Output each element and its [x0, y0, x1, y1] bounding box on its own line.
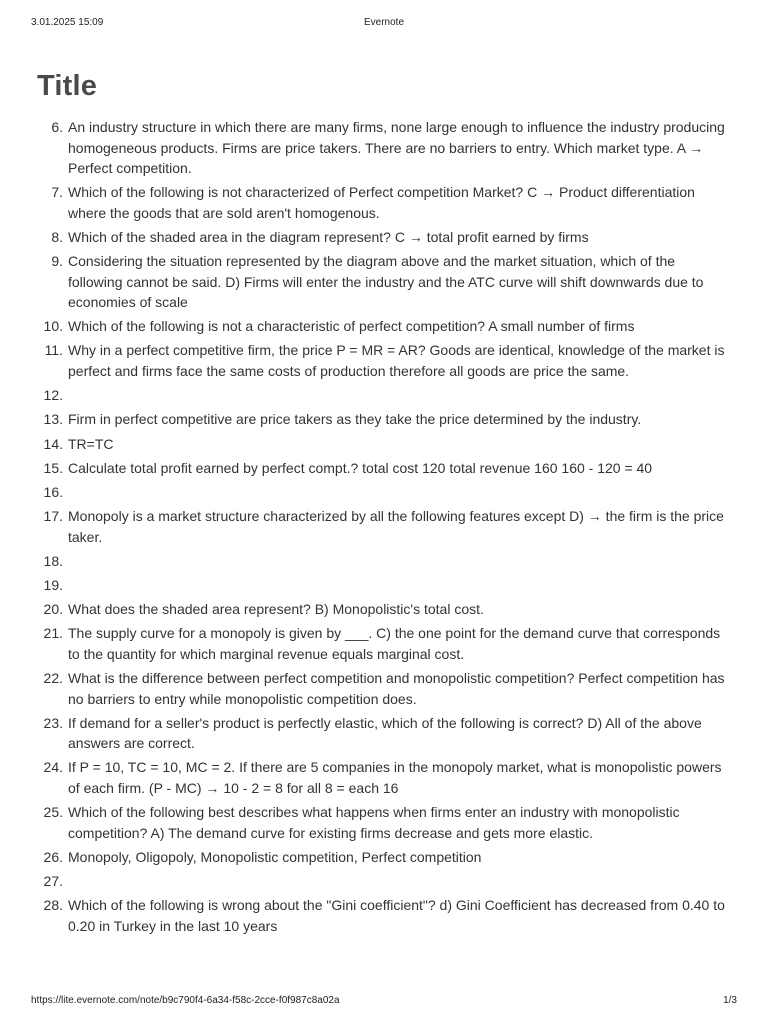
list-item-text	[68, 871, 730, 892]
list-item	[0, 713, 768, 754]
list-item-text: An industry structure in which there are many firms, none large enough to influence the industry producing homogeneous products. Firms are price takers. There are no barriers to entry. Which market type. A → Perfect competition.	[68, 119, 725, 176]
list-item	[0, 316, 768, 337]
list-item	[0, 458, 768, 479]
list-item-number: 22.	[43, 670, 63, 686]
list-item	[0, 506, 768, 547]
list-item	[0, 227, 768, 248]
list-item	[0, 409, 768, 430]
list-item-number: 11.	[44, 342, 63, 359]
list-item	[0, 668, 768, 709]
list-item	[0, 575, 768, 596]
list-item-text: Which of the following is not a characteristic of perfect competition? A small number of firms	[68, 318, 635, 335]
list-item	[0, 117, 768, 179]
list-item-text: TR=TC	[68, 435, 114, 452]
list-item-text: What does the shaded area represent? B) Monopolistic's total cost.	[68, 601, 484, 618]
list-item-text: Which of the following is wrong about the "Gini coefficient"? d) Gini Coefficient has decreased from 0.40 to 0.20 in Turkey in the last 10 years	[68, 897, 725, 934]
list-item	[0, 385, 768, 406]
list-item-number: 17.	[43, 508, 63, 525]
list-item-number: 18.	[43, 552, 63, 569]
list-item-number: 20.	[43, 601, 63, 618]
page-indicator: 1/3	[723, 995, 737, 1006]
print-header	[0, 17, 768, 31]
list-item-text	[68, 385, 730, 406]
list-item	[0, 871, 768, 892]
list-item-text	[68, 482, 730, 503]
list-item-number: 26.	[43, 848, 63, 865]
list-item-number: 23.	[43, 714, 63, 731]
list-item	[0, 802, 768, 843]
page-url: https://lite.evernote.com/note/b9c790f4-6a34-f58c-2cce-f0f987c8a02a	[31, 995, 340, 1006]
print-datetime: 3.01.2025 15:09	[31, 17, 104, 28]
list-item-number: 12.	[43, 387, 63, 404]
list-item	[0, 551, 768, 572]
list-item-number: 28.	[43, 897, 63, 914]
list-item	[0, 251, 768, 313]
list-item-text: Considering the situation represented by the diagram above and the market situation, which of the following cannot be said. D) Firms will enter the industry and the ATC curve will shift downwards due to economies of scale	[68, 253, 704, 311]
list-item-number: 25.	[43, 804, 63, 821]
list-item-text: If demand for a seller's product is perfectly elastic, which of the following is correct? D) All of the above answers are correct.	[68, 714, 702, 752]
list-item-number: 7.	[51, 184, 63, 201]
print-footer	[0, 995, 768, 1009]
list-item-text: Monopoly is a market structure characterized by all the following features except D) → the firm is the price taker.	[68, 508, 724, 545]
list-item-text: The supply curve for a monopoly is given by ___. C) the one point for the demand curve that corresponds to the quantity for which marginal revenue equals marginal cost.	[68, 625, 721, 662]
list-item-text: Which of the following is not characterized of Perfect competition Market? C → Product differentiation where the goods that are sold aren't homogenous.	[68, 184, 695, 221]
note-title: Title	[37, 70, 98, 102]
list-item-number: 10.	[43, 318, 63, 335]
list-item	[0, 340, 768, 381]
list-item-text: Firm in perfect competitive are price takers as they take the price determined by the industry.	[68, 411, 642, 428]
list-item-text: Why in a perfect competitive firm, the price P = MR = AR? Goods are identical, knowledge of the market is perfect and firms face the same costs of production therefore all goods are price the same.	[68, 342, 725, 379]
list-item-number: 13.	[43, 411, 63, 428]
list-item-number: 24.	[43, 759, 63, 776]
list-item-text: Calculate total profit earned by perfect compt.? total cost 120 total revenue 160 160 - 120 = 40	[68, 459, 653, 476]
print-app-title: Evernote	[363, 17, 405, 28]
list-item-number: 9.	[51, 253, 63, 270]
list-item	[0, 182, 768, 223]
list-item	[0, 623, 768, 664]
list-item-text: Which of the following best describes what happens when firms enter an industry with monopolistic competition? A) The demand curve for existing firms decrease and gets more elastic.	[68, 804, 680, 841]
list-item-number: 19.	[43, 576, 63, 593]
list-item	[0, 599, 768, 620]
list-item	[0, 482, 768, 503]
list-item	[0, 847, 768, 868]
list-item-number: 16.	[43, 483, 63, 500]
list-item-text: What is the difference between perfect competition and monopolistic competition? Perfect competition has no barriers to entry while monopolistic competition does.	[68, 670, 725, 707]
list-item-number: 15.	[43, 459, 63, 476]
list-item-text	[68, 575, 730, 596]
list-item-number: 6.	[51, 119, 63, 135]
list-item-number: 14.	[43, 435, 63, 452]
list-item-text	[68, 551, 730, 572]
list-item-text: If P = 10, TC = 10, MC = 2. If there are 5 companies in the monopoly market, what is monopolistic powers of each firm. (P - MC) → 10 - 2 = 8 for all 8 = each 16	[68, 759, 722, 796]
list-item-text: Monopoly, Oligopoly, Monopolistic competition, Perfect competition	[68, 848, 482, 865]
list-item-number: 21.	[43, 625, 63, 642]
note-item-list	[0, 117, 768, 940]
list-item-text: Which of the shaded area in the diagram represent? C → total profit earned by firms	[68, 228, 589, 245]
list-item	[0, 895, 768, 936]
list-item	[0, 434, 768, 455]
list-item	[0, 757, 768, 798]
list-item-number: 8.	[51, 228, 63, 245]
list-item-number: 27.	[43, 872, 63, 889]
